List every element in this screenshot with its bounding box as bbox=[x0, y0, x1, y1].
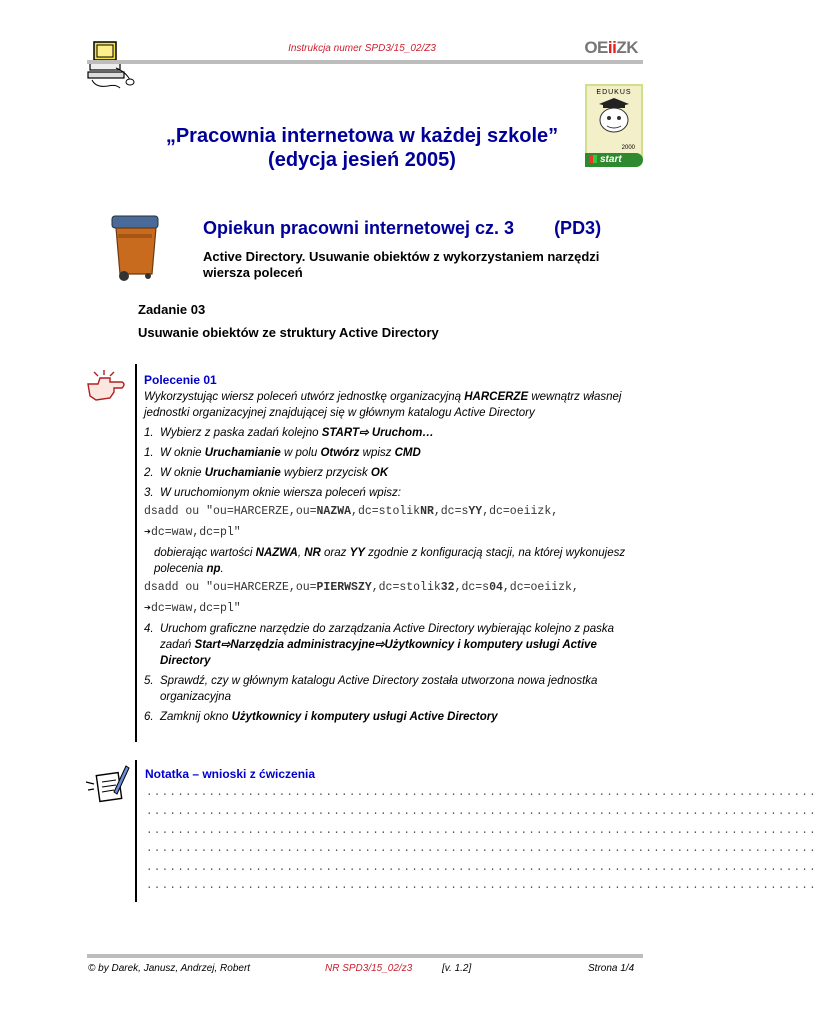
task-title: Zadanie 03 bbox=[138, 302, 206, 317]
start-button: start bbox=[585, 153, 643, 167]
polecenie-bar bbox=[135, 364, 137, 742]
command-2: dsadd ou "ou=HARCERZE,ou=PIERWSZY,dc=stolik32,dc=s04,dc=oeiizk, bbox=[144, 581, 579, 594]
command-2-continued: ➔dc=waw,dc=pl" bbox=[144, 602, 241, 615]
note-line: ...................................................................................... bbox=[146, 806, 817, 818]
step-4: 4. Uruchom graficzne narzędzie do zarządzania Active Directory wybierając kolejno z paska zadań Start⇨Narzędzia administracyjne⇨Użytkownicy i komputery usługi Active Directory bbox=[144, 623, 615, 667]
command-1: dsadd ou "ou=HARCERZE,ou=NAZWA,dc=stolikNR,dc=sYY,dc=oeiizk, bbox=[144, 505, 559, 518]
module-description: Active Directory. Usuwanie obiektów z wykorzystaniem narzędzi wiersza poleceń bbox=[203, 249, 600, 280]
notatka-heading: Notatka – wnioski z ćwiczenia bbox=[145, 767, 316, 781]
continuation-arrow-icon: ➔ bbox=[144, 602, 151, 615]
footer-authors: © by Darek, Janusz, Andrzej, Robert bbox=[88, 963, 251, 974]
step-3: 3. W uruchomionym oknie wiersza poleceń wpisz: bbox=[144, 487, 401, 499]
step-6: 6. Zamknij okno Użytkownicy i komputery usługi Active Directory bbox=[144, 711, 498, 723]
polecenie-section bbox=[144, 373, 630, 725]
step-5: 5. Sprawdź, czy w głównym katalogu Active Directory została utworzona nowa jednostka organizacyjna bbox=[144, 675, 598, 703]
main-title: „Pracownia internetowa w każdej szkole” (edycja jesień 2005) bbox=[165, 125, 559, 171]
writing-note-icon bbox=[84, 762, 130, 806]
note-line: ...................................................................................... bbox=[146, 787, 817, 799]
note-line: ...................................................................................... bbox=[146, 825, 817, 837]
step-1b: 1. W oknie Uruchamianie w polu Otwórz wpisz CMD bbox=[144, 447, 421, 459]
notatka-bar bbox=[135, 760, 137, 902]
pointing-hand-icon bbox=[84, 370, 130, 410]
continuation-arrow-icon: ➔ bbox=[144, 526, 151, 539]
header-divider bbox=[87, 60, 643, 64]
instruction-number: Instrukcja numer SPD3/15_02/Z3 bbox=[288, 43, 436, 54]
footer-page: Strona 1/4 bbox=[588, 963, 635, 974]
arrow-icon: ⇨ bbox=[374, 639, 385, 651]
oeiizk-logo: OEiiZK bbox=[584, 38, 638, 57]
arrow-icon: ⇨ bbox=[359, 427, 369, 439]
note-line: ...................................................................................... bbox=[146, 862, 817, 874]
trash-bin-icon bbox=[108, 212, 164, 284]
task-subtitle: Usuwanie obiektów ze struktury Active Directory bbox=[138, 325, 439, 340]
command-1-continued: ➔dc=waw,dc=pl" bbox=[144, 526, 241, 539]
polecenie-intro: Wykorzystując wiersz poleceń utwórz jednostkę organizacyjną HARCERZE wewnątrz własnej jednostki organizacyjnej znajdującej się w głównym katalogu Active Directory bbox=[144, 391, 622, 419]
footer-divider bbox=[87, 954, 643, 958]
note-line: ...................................................................................... bbox=[146, 843, 817, 855]
footer-nr: NR SPD3/15_02/z3 bbox=[325, 963, 413, 974]
stamp-text: EDUKUS bbox=[596, 89, 632, 96]
step-1: 1. Wybierz z paska zadań kolejno START⇨ Uruchom… bbox=[144, 427, 434, 439]
command-note: dobierając wartości NAZWA, NR oraz YY zgodnie z konfiguracją stacji, na której wykonujesz polecenia np. bbox=[154, 547, 626, 575]
stamp-year: 2000 bbox=[621, 145, 635, 151]
arrow-icon: ⇨ bbox=[220, 639, 231, 651]
step-2: 2. W oknie Uruchamianie wybierz przycisk OK bbox=[144, 467, 389, 479]
footer-version: [v. 1.2] bbox=[442, 963, 472, 974]
polecenie-heading: Polecenie 01 bbox=[144, 373, 217, 387]
module-title: Opiekun pracowni internetowej cz. 3 (PD3) bbox=[203, 218, 602, 238]
note-line: ...................................................................................... bbox=[146, 880, 817, 892]
